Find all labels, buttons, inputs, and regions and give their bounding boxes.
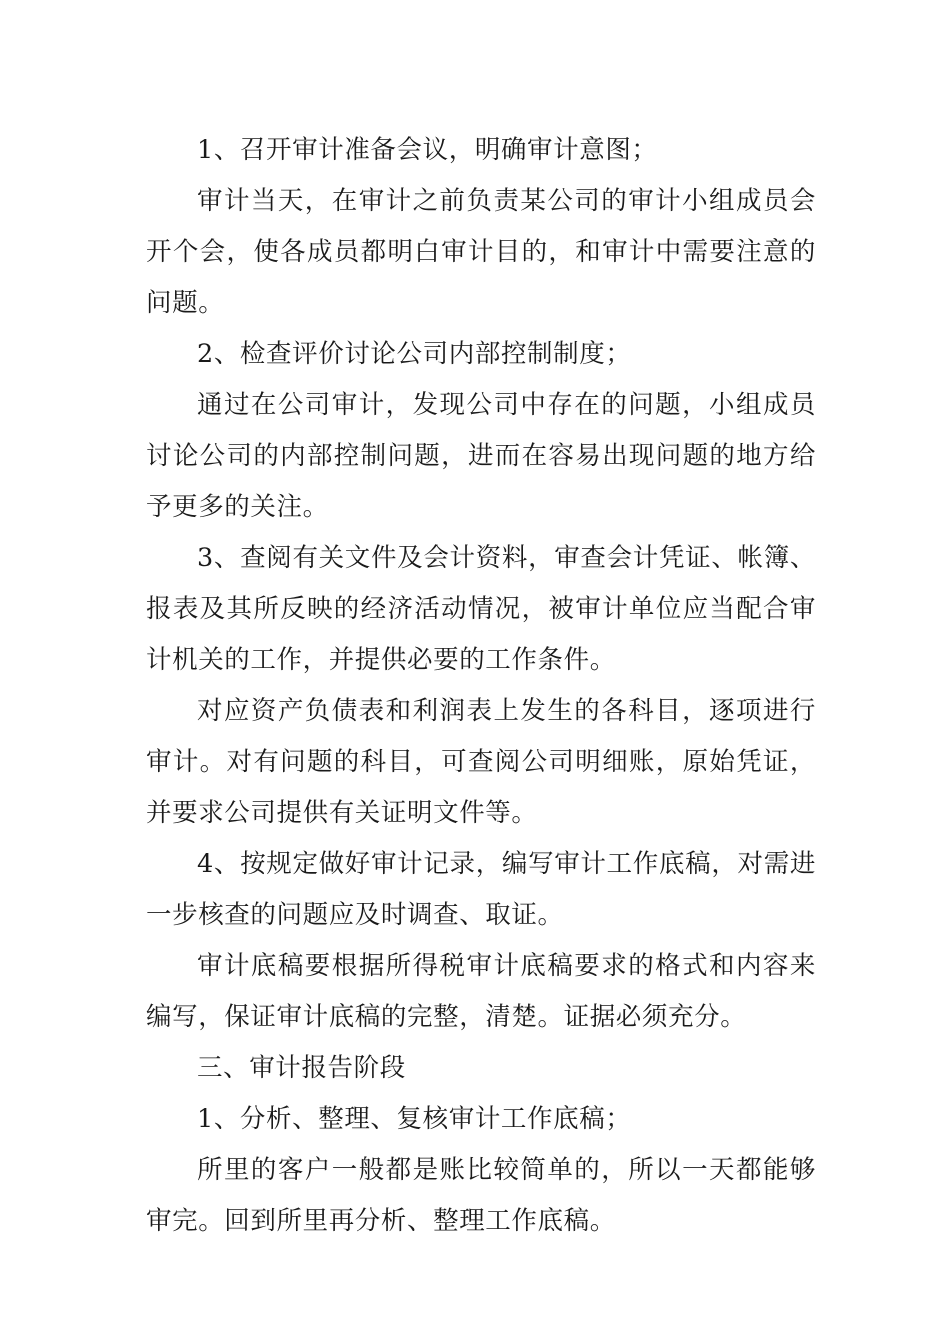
paragraph-meeting-heading: 1、召开审计准备会议，明确审计意图； [197, 135, 658, 165]
paragraph-record-heading: 4、按规定做好审计记录，编写审计工作底稿，对需进一步核查的问题应及时调查、取证。 [146, 849, 816, 930]
paragraph-record-body: 审计底稿要根据所得税审计底稿要求的格式和内容来编写，保证审计底稿的完整，清楚。证据必须充分。 [146, 951, 816, 1032]
paragraph-control-body: 通过在公司审计，发现公司中存在的问题，小组成员讨论公司的内部控制问题，进而在容易出现问题的地方给予更多的关注。 [146, 390, 816, 522]
section-heading-report-stage: 三、审计报告阶段 [197, 1053, 406, 1083]
paragraph-meeting-body: 审计当天，在审计之前负责某公司的审计小组成员会开个会，使各成员都明白审计目的，和审计中需要注意的问题。 [146, 186, 816, 318]
paragraph-review-heading: 3、查阅有关文件及会计资料，审查会计凭证、帐簿、报表及其所反映的经济活动情况，被审计单位应当配合审计机关的工作，并提供必要的工作条件。 [146, 543, 816, 675]
paragraph-analysis-body: 所里的客户一般都是账比较简单的，所以一天都能够审完。回到所里再分析、整理工作底稿。 [146, 1155, 816, 1236]
document-body [146, 125, 816, 1247]
paragraph-control-heading: 2、检查评价讨论公司内部控制制度； [197, 339, 632, 369]
paragraph-analysis-heading: 1、分析、整理、复核审计工作底稿； [197, 1104, 632, 1134]
paragraph-review-body: 对应资产负债表和利润表上发生的各科目，逐项进行审计。对有问题的科目，可查阅公司明细账，原始凭证，并要求公司提供有关证明文件等。 [146, 696, 816, 828]
